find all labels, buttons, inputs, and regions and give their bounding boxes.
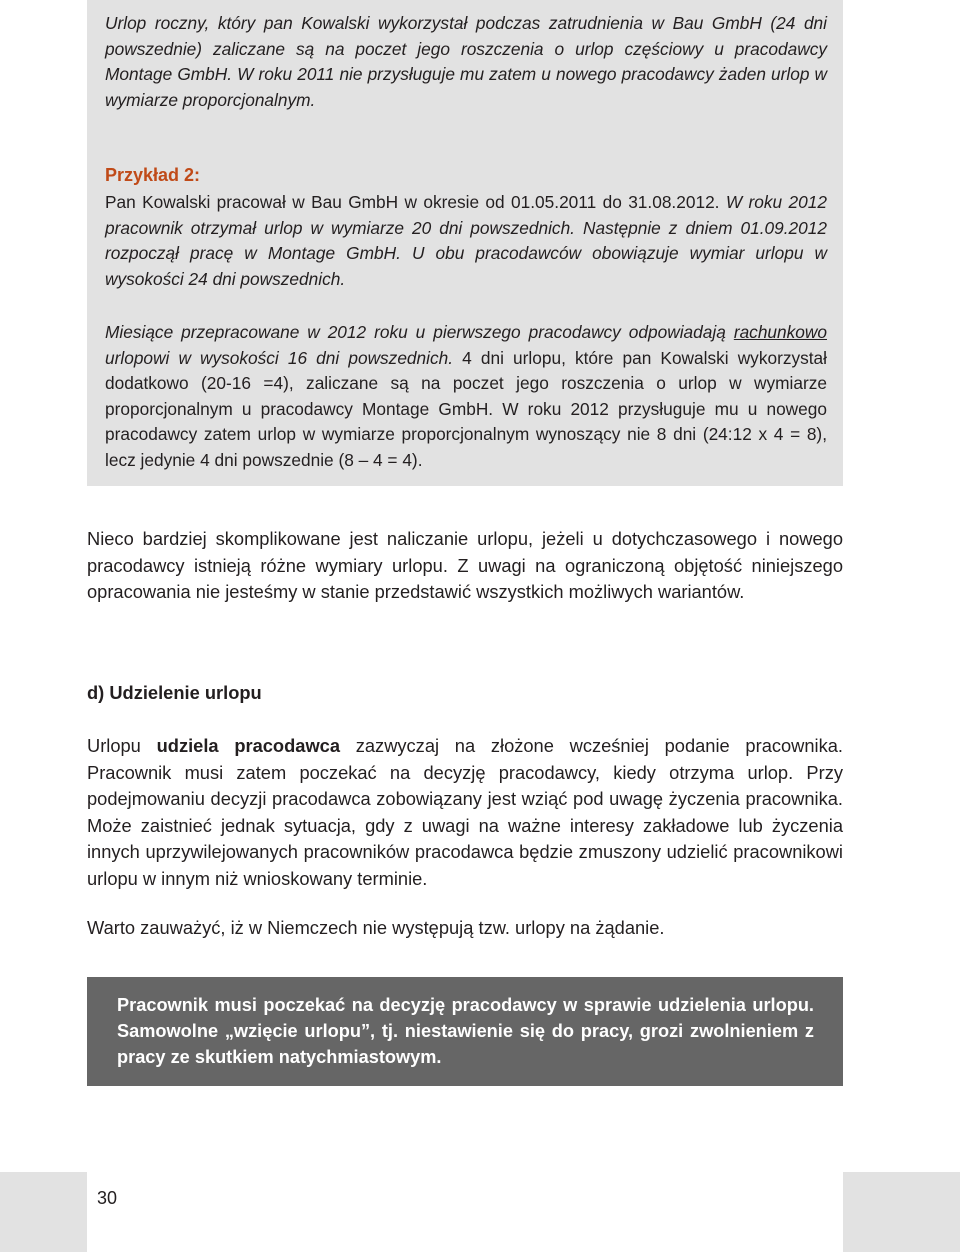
footer-page-box xyxy=(87,1172,843,1252)
grant-rest: zazwyczaj na złożone wcześniej podanie pracownika. Pracownik musi zatem poczekać na decyzję pracodawcy, kiedy otrzyma urlop. Przy podejmowaniu decyzji pracodawca zobowiązany jest wziąć pod uwagę życzenia pracownika. Może zaistnieć jednak sytuacja, gdy z uwagi na ważne interesy zakładowe lub życzenia innych uprzywilejowanych pracowników pracodawca będzie zmuszony udzielić pracownikowi urlopu w innym niż wnioskowany terminie. xyxy=(87,735,843,889)
example-paragraph-3 xyxy=(105,320,827,473)
grant-start: Urlopu xyxy=(87,735,141,756)
body-paragraph-complex: Nieco bardziej skomplikowane jest naliczanie urlopu, jeżeli u dotychczasowego i nowego pracodawcy istnieją różne wymiary urlopu. Z uwagi na ograniczoną objętość niniejszego opracowania nie jesteśmy w stanie przedstawić wszystkich możliwych wariantów. xyxy=(87,528,843,603)
body-paragraph-grant xyxy=(87,733,843,893)
warning-box xyxy=(87,977,843,1086)
example-paragraph-3-italic-start: Miesiące przepracowane w 2012 roku u pierwszego pracodawcy odpowiadają xyxy=(105,322,726,342)
warning-text: Pracownik musi poczekać na decyzję pracodawcy w sprawie udzielenia urlopu. Samowolne „wzięcie urlopu”, tj. niestawienie się do pracy, grozi zwolnieniem z pracy ze skutkiem natychmiastowym. xyxy=(117,995,814,1068)
example-title: Przykład 2: xyxy=(105,165,201,185)
body-paragraph-note: Warto zauważyć, iż w Niemczech nie występują tzw. urlopy na żądanie. xyxy=(87,917,665,938)
example-paragraph-1: Urlop roczny, który pan Kowalski wykorzystał podczas zatrudnienia w Bau GmbH (24 dni powszednie) zaliczane są na poczet jego roszczenia o urlop częściowy u pracodawcy Montage GmbH. W roku 2011 nie przysługuje mu zatem u nowego pracodawcy żaden urlop w wymiarze proporcjonalnym. xyxy=(105,13,827,110)
page-number: 30 xyxy=(97,1188,118,1208)
example-paragraph-3-italic-end: urlopowi w wysokości 16 dni powszednich. xyxy=(105,347,454,368)
example-paragraph-2-upright: Pan Kowalski pracował w Bau GmbH w okresie od 01.05.2011 do 31.08.2012. xyxy=(105,192,720,212)
example-paragraph-2 xyxy=(105,190,827,292)
section-heading: d) Udzielenie urlopu xyxy=(87,682,262,703)
example-paragraph-2-italic: W roku 2012 pracownik otrzymał urlop w wymiarze 20 dni powszednich. Następnie z dniem 01.09.2012 rozpoczął pracę w Montage GmbH. U obu pracodawców obowiązuje wymiar urlopu w wysokości 24 dni powszednich. xyxy=(105,192,827,289)
example-paragraph-3-underlined: rachunkowo xyxy=(733,322,827,342)
grant-bold: udziela pracodawca xyxy=(156,735,340,756)
example-paragraph-3-upright: 4 dni urlopu, które pan Kowalski wykorzystał dodatkowo (20-16 =4), zaliczane są na poczet jego roszczenia o urlop w wymiarze proporcjonalnym u pracodawcy Montage GmbH. W roku 2012 przysługuje mu u nowego pracodawcy zatem urlop w wymiarze proporcjonalnym wynoszący nie 8 dni (24:12 x 4 = 8), lecz jedynie 4 dni powszednie (8 – 4 = 4). xyxy=(105,347,827,470)
